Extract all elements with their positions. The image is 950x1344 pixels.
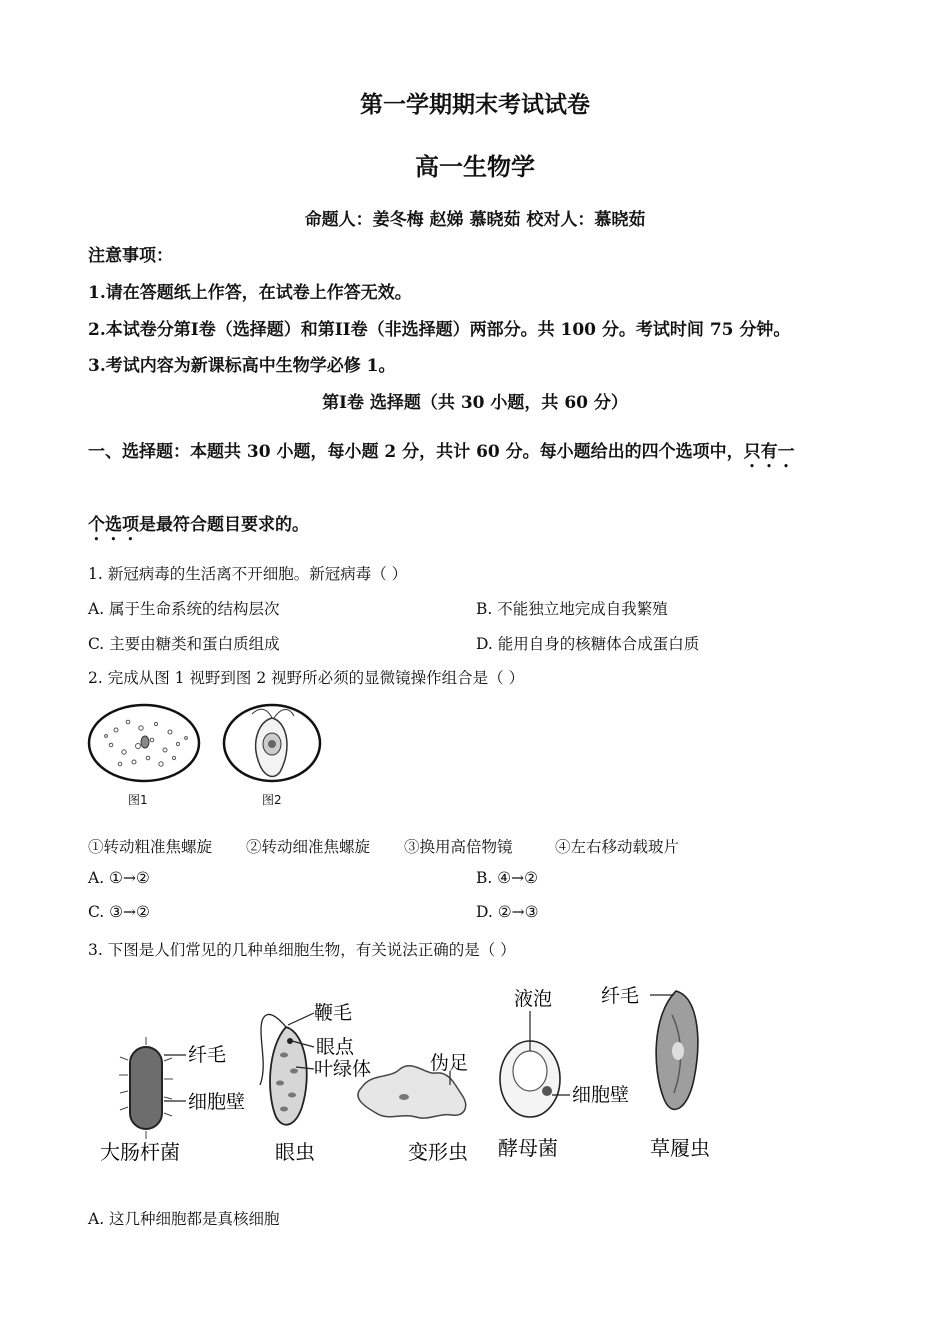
paramecium-cilia-label: 纤毛	[601, 985, 640, 1007]
section-title: 第I卷 选择题（共 30 小题，共 60 分）	[322, 393, 628, 413]
question-1-option-a: A. 属于生命系统的结构层次	[88, 600, 280, 618]
question-1-stem: 1. 新冠病毒的生活离不开细胞。新冠病毒（ ）	[88, 565, 408, 583]
question-1-option-c: C. 主要由糖类和蛋白质组成	[88, 635, 280, 653]
instruction-text: 一、选择题：本题共 30 小题，每小题 2 分，共计 60 分。每小题给出的四个选项中，	[88, 442, 744, 462]
instruction-text: 是最符合题目要求的。	[139, 515, 309, 535]
microscope-figures	[86, 700, 336, 812]
instruction-emphasis: 个选项	[88, 515, 139, 535]
yeast-wall-label: 细胞壁	[572, 1084, 630, 1106]
exam-title: 第一学期期末考试试卷	[360, 91, 590, 118]
yeast-illustration	[500, 1011, 570, 1117]
euglena-eyespot-label: 眼点	[316, 1036, 355, 1058]
operation-2: ②转动细准焦螺旋	[246, 838, 371, 856]
question-3-stem: 3. 下图是人们常见的几种单细胞生物，有关说法正确的是（ ）	[88, 941, 516, 959]
organism-amoeba: 变形虫	[408, 1140, 468, 1164]
ecoli-wall-label: 细胞壁	[188, 1091, 246, 1113]
question-1-option-b: B. 不能独立地完成自我繁殖	[476, 600, 668, 618]
euglena-flagellum-label: 鞭毛	[314, 1002, 353, 1024]
question-3-option-a: A. 这几种细胞都是真核细胞	[88, 1210, 280, 1228]
amoeba-pseudopod-label: 伪足	[430, 1052, 469, 1074]
figure-2-label: 图2	[262, 793, 282, 807]
yeast-vacuole-label: 液泡	[514, 988, 553, 1010]
operation-1: ①转动粗准焦螺旋	[88, 838, 213, 856]
euglena-chloroplast-label: 叶绿体	[314, 1058, 372, 1080]
organism-yeast: 酵母菌	[498, 1136, 558, 1160]
euglena-illustration	[260, 1013, 314, 1125]
note-item: 3.考试内容为新课标高中生物学必修 1。	[88, 356, 396, 376]
operation-4: ④左右移动载玻片	[555, 838, 680, 856]
ecoli-cilia-label: 纤毛	[188, 1044, 227, 1066]
question-1-option-d: D. 能用自身的核糖体合成蛋白质	[476, 635, 700, 653]
notes-heading: 注意事项：	[88, 246, 173, 266]
figure-1-view	[89, 705, 199, 781]
figure-1-label: 图1	[128, 793, 148, 807]
section-instruction	[88, 437, 795, 472]
organism-paramecium: 草履虫	[650, 1136, 710, 1160]
question-2-stem: 2. 完成从图 1 视野到图 2 视野所必须的显微镜操作组合是（ ）	[88, 669, 525, 687]
instruction-emphasis: 只有一	[743, 442, 795, 462]
authors-line: 命题人：姜冬梅 赵娣 慕晓茹 校对人：慕晓茹	[304, 210, 646, 230]
question-2-option-c: C. ③→②	[88, 903, 150, 921]
single-cell-organisms-figure	[90, 975, 730, 1175]
paramecium-illustration	[650, 991, 698, 1109]
operation-3: ③换用高倍物镜	[404, 838, 513, 856]
section-instruction-cont	[88, 510, 309, 545]
note-item: 2.本试卷分第I卷（选择题）和第II卷（非选择题）两部分。共 100 分。考试时间 75 分钟。	[88, 320, 791, 340]
question-2-option-a: A. ①→②	[88, 869, 150, 887]
organism-ecoli: 大肠杆菌	[100, 1140, 180, 1164]
subject-title: 高一生物学	[415, 152, 535, 181]
figure-2-view	[224, 705, 320, 781]
ecoli-illustration	[119, 1037, 186, 1139]
question-2-option-b: B. ④→②	[476, 869, 539, 887]
note-item: 1.请在答题纸上作答，在试卷上作答无效。	[88, 283, 412, 303]
organism-euglena: 眼虫	[275, 1140, 315, 1164]
question-2-option-d: D. ②→③	[476, 903, 539, 921]
